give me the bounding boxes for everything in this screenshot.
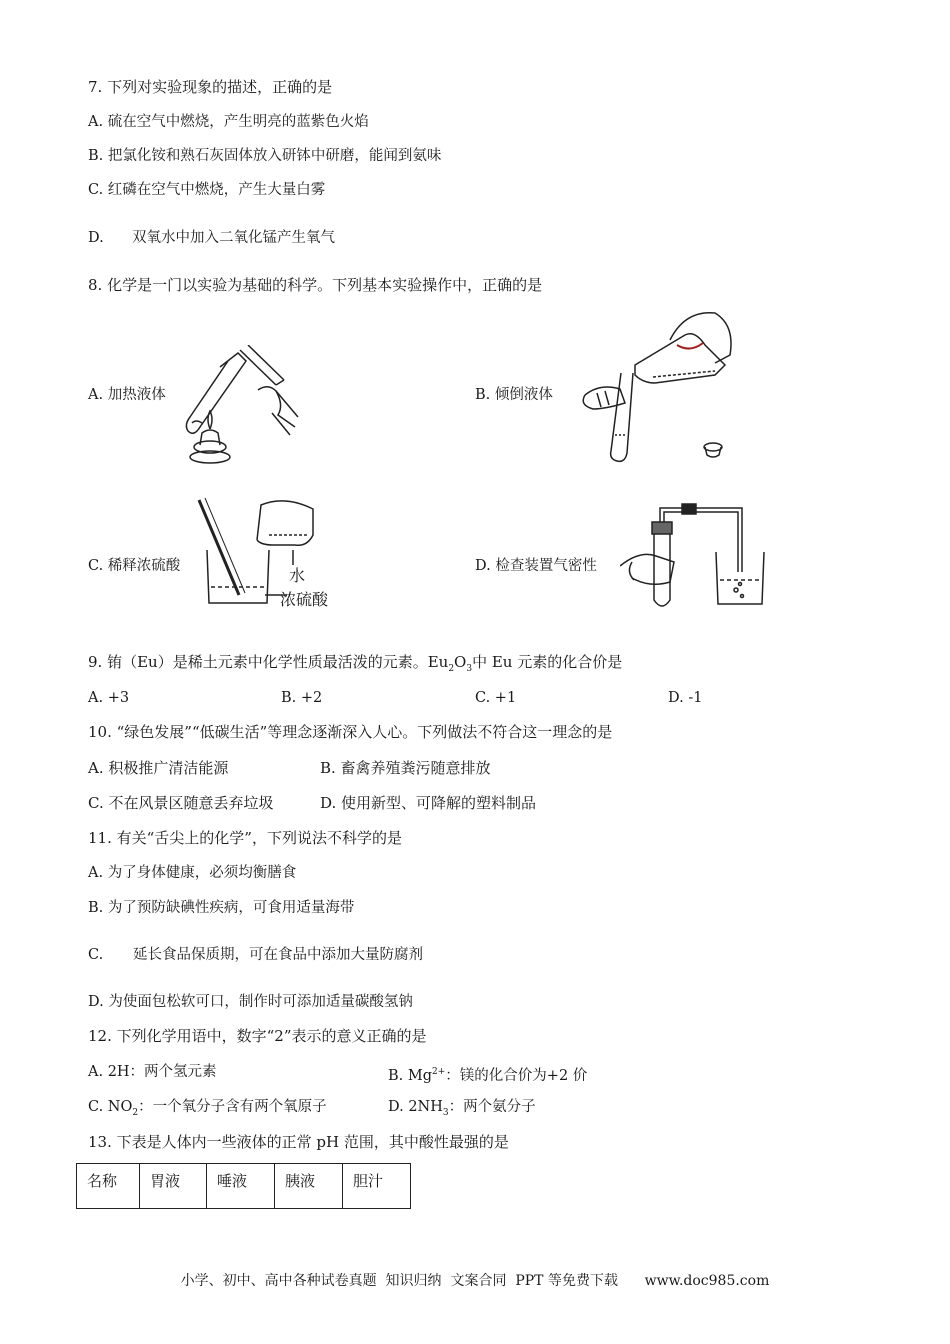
q9-stem-post: 中 Eu 元素的化合价是 (472, 653, 623, 671)
q9-option-d: D. -1 (668, 690, 703, 706)
q12-option-b-pre: B. Mg (388, 1067, 433, 1084)
q9-option-b: B. +2 (281, 690, 323, 706)
table-cell-bile: 胆汁 (343, 1164, 411, 1209)
q12-option-d (388, 1097, 536, 1123)
q7-stem: 7. 下列对实验现象的描述，正确的是 (88, 78, 333, 96)
table-cell-gastric: 胃液 (140, 1164, 207, 1209)
q7-option-d-label: D. (88, 230, 104, 246)
page-footer: 小学、初中、高中各种试卷真题 知识归纳 文案合同 PPT 等免费下载 www.doc985.com (180, 1273, 770, 1289)
q10-option-c: C. 不在风景区随意丢弃垃圾 (88, 794, 274, 812)
q9-sub-2: 3 (466, 664, 473, 674)
q8-option-b: B. 倾倒液体 (475, 387, 553, 403)
q11-option-a: A. 为了身体健康，必须均衡膳食 (88, 865, 297, 881)
q10-option-d: D. 使用新型、可降解的塑料制品 (320, 794, 537, 812)
q8-fig-c-water-label: 水 (289, 566, 306, 585)
q7-option-a: A. 硫在空气中燃烧，产生明亮的蓝紫色火焰 (88, 114, 369, 130)
q12-option-c-pre: C. NO (88, 1099, 133, 1115)
q12-option-d-pre: D. 2NH (388, 1099, 443, 1115)
q8-option-a: A. 加热液体 (88, 387, 166, 403)
q7-option-d-text: 双氧水中加入二氧化锰产生氧气 (132, 230, 335, 246)
q9-stem-pre: 9. 铕（Eu）是稀土元素中化学性质最活泼的元素。Eu (88, 653, 449, 671)
airtightness-check-figure (620, 500, 770, 612)
q11-option-c-text: 延长食品保质期，可在食品中添加大量防腐剂 (133, 947, 423, 963)
q8-fig-c-acid-label: 浓硫酸 (280, 590, 329, 609)
q12-option-b-post: ：镁的化合价为+2 价 (445, 1067, 588, 1084)
q8-stem: 8. 化学是一门以实验为基础的科学。下列基本实验操作中，正确的是 (88, 276, 543, 294)
q13-stem: 13. 下表是人体内一些液体的正常 pH 范围，其中酸性最强的是 (88, 1133, 509, 1151)
q12-option-b-sup: 2+ (432, 1067, 446, 1077)
q9-option-c: C. +1 (475, 690, 517, 706)
q7-option-b: B. 把氯化铵和熟石灰固体放入研钵中研磨，能闻到氨味 (88, 148, 442, 164)
table-row (77, 1164, 411, 1209)
q12-option-a: A. 2H：两个氢元素 (88, 1064, 217, 1080)
q7-option-c: C. 红磷在空气中燃烧，产生大量白雾 (88, 182, 326, 198)
table-cell-saliva: 唾液 (207, 1164, 275, 1209)
q9-stem-mid: O (454, 653, 467, 671)
q9-stem (88, 652, 622, 679)
q8-option-d: D. 检查装置气密性 (475, 558, 597, 574)
pouring-liquid-figure (565, 305, 740, 465)
q12-option-d-post: ：两个氨分子 (448, 1099, 536, 1115)
q11-option-c-label: C. (88, 947, 104, 963)
table-cell-name: 名称 (77, 1164, 140, 1209)
q12-option-c-post: ：一个氧分子含有两个氧原子 (138, 1099, 327, 1115)
q10-stem: 10. “绿色发展”“低碳生活”等理念逐渐深入人心。下列做法不符合这一理念的是 (88, 723, 613, 741)
heating-liquid-figure (180, 345, 305, 470)
ph-table (76, 1163, 411, 1209)
q11-stem: 11. 有关“舌尖上的化学”，下列说法不科学的是 (88, 829, 402, 847)
q9-sub-1: 2 (448, 664, 455, 674)
q8-option-c: C. 稀释浓硫酸 (88, 558, 181, 574)
q10-option-a: A. 积极推广清洁能源 (88, 759, 229, 777)
q11-option-d: D. 为使面包松软可口，制作时可添加适量碳酸氢钠 (88, 994, 413, 1010)
q11-option-b: B. 为了预防缺碘性疾病，可食用适量海带 (88, 900, 355, 916)
q9-option-a: A. +3 (88, 690, 130, 706)
q12-stem: 12. 下列化学用语中，数字“2”表示的意义正确的是 (88, 1027, 427, 1045)
table-cell-pancreatic: 胰液 (275, 1164, 343, 1209)
q12-option-b (388, 1062, 587, 1086)
q10-option-b: B. 畜禽养殖粪污随意排放 (320, 759, 491, 777)
q12-option-c (88, 1097, 327, 1123)
q12-option-d-sub: 3 (442, 1107, 449, 1118)
q12-option-c-sub: 2 (132, 1107, 139, 1118)
